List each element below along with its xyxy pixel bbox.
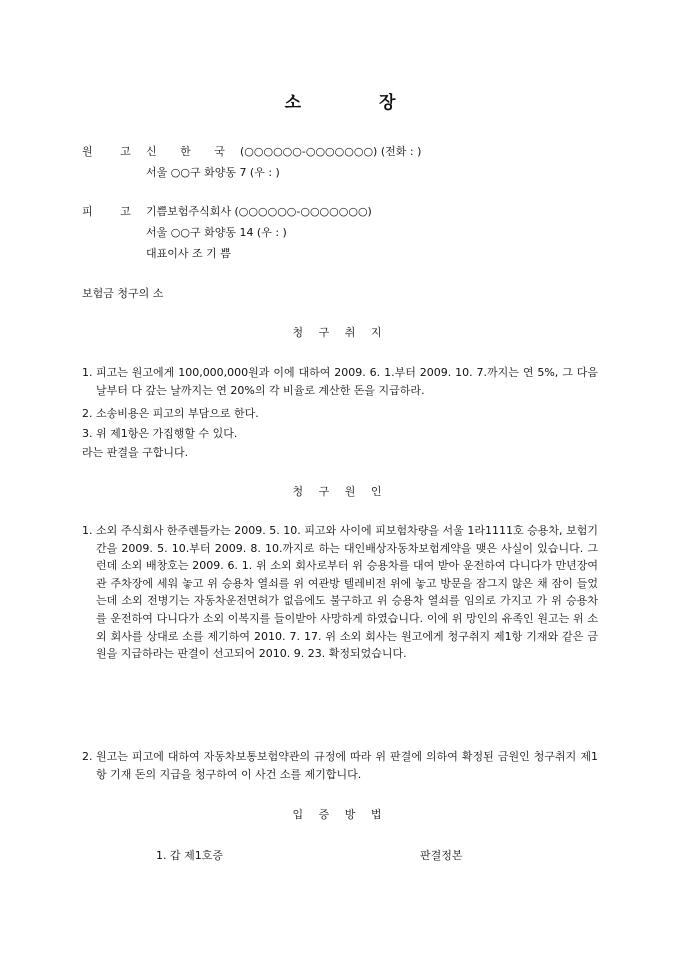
item-number: 1. bbox=[82, 524, 93, 537]
case-name: 보험금 청구의 소 bbox=[82, 287, 164, 300]
item-text: 소외 주식회사 한주렌틀카는 2009. 5. 10. 피고와 사이에 피보험차량을 서울 1라1111호 승용차, 보험기간을 2009. 5. 10.부터 2009. 8. 10.까지로 하는 대인배상자동차보험계약을 맺은 사실이 있습니다. 그런데 소외 배창호는 2009. 6. 1. 위 소외 회사로부터 위 승용차를 대여 받아 운전하여 다니다가 만년장여관 주차장에 세워 놓고 위 승용차 열쇠를 위 여관방 텔레비전 위에 놓고 방문을 잠그지 않은 채 잠이 들었는데 소외 전병기는 자동차운전면허가 없음에도 불구하고 위 승용차 열쇠를 임의로 가지고 가 위 승용차를 운전하여 다니다가 소외 이복지를 들이받아 사망하게 하였습니다. 이에 위 망인의 유족인 원고는 위 소외 회사를 상대로 소를 제기하여 2010. 7. 17. 위 소외 회사는 원고에게 청구취지 제1항 기재와 같은 금원을 지급하라는 판결이 선고되어 2010. 9. 23. 확정되었습니다. bbox=[96, 524, 598, 661]
evidence-item-label: 1. 갑 제1호증 bbox=[156, 849, 223, 862]
claim-cause-item-1 bbox=[82, 522, 598, 663]
defendant-representative: 대표이사 조 기 쁨 bbox=[146, 247, 231, 260]
item-text: 피고는 원고에게 100,000,000원과 이에 대하여 2009. 6. 1.부터 2009. 10. 7.까지는 연 5%, 그 다음날부터 다 갚는 날까지는 연 20%의 각 비율로 계산한 돈을 지급하라. bbox=[96, 366, 598, 397]
evidence-heading: 입 증 방 법 bbox=[292, 808, 388, 821]
claim-purpose-item-1 bbox=[82, 364, 598, 399]
item-number: 3. bbox=[82, 427, 93, 440]
claim-purpose-heading: 청 구 취 지 bbox=[292, 326, 388, 339]
plaintiff-address: 서울 ○○구 화양동 7 (우 : ) bbox=[146, 166, 280, 179]
title-char-2: 장 bbox=[379, 93, 396, 113]
item-text: 소송비용은 피고의 부담으로 한다. bbox=[96, 407, 259, 420]
claim-purpose-closing: 라는 판결을 구합니다. bbox=[82, 446, 189, 459]
claim-cause-heading: 청 구 원 인 bbox=[292, 485, 388, 498]
item-number: 2. bbox=[82, 407, 93, 420]
defendant-label: 피 고 bbox=[82, 205, 143, 218]
claim-purpose-item-3 bbox=[82, 425, 598, 443]
defendant-name-id: 기쁨보험주식회사 (○○○○○○-○○○○○○○) bbox=[146, 205, 372, 218]
item-text: 원고는 피고에 대하여 자동차보통보험약관의 규정에 따라 위 판결에 의하여 확정된 금원인 청구취지 제1항 기재 돈의 지급을 청구하여 이 사건 소를 제기합니다. bbox=[96, 750, 598, 781]
plaintiff-label: 원 고 bbox=[82, 145, 143, 158]
document-title bbox=[0, 95, 680, 112]
plaintiff-id-phone: (○○○○○○-○○○○○○○) (전화 : ) bbox=[240, 145, 422, 158]
evidence-item-desc: 판결정본 bbox=[420, 849, 463, 862]
item-text: 위 제1항은 가집행할 수 있다. bbox=[96, 427, 238, 440]
item-number: 1. bbox=[82, 366, 93, 379]
defendant-address: 서울 ○○구 화양동 14 (우 : ) bbox=[146, 226, 287, 239]
item-number: 2. bbox=[82, 750, 93, 763]
claim-purpose-item-2 bbox=[82, 405, 598, 423]
plaintiff-name: 신 한 국 bbox=[146, 145, 235, 158]
title-char-1: 소 bbox=[284, 93, 301, 113]
claim-cause-item-2 bbox=[82, 748, 598, 783]
